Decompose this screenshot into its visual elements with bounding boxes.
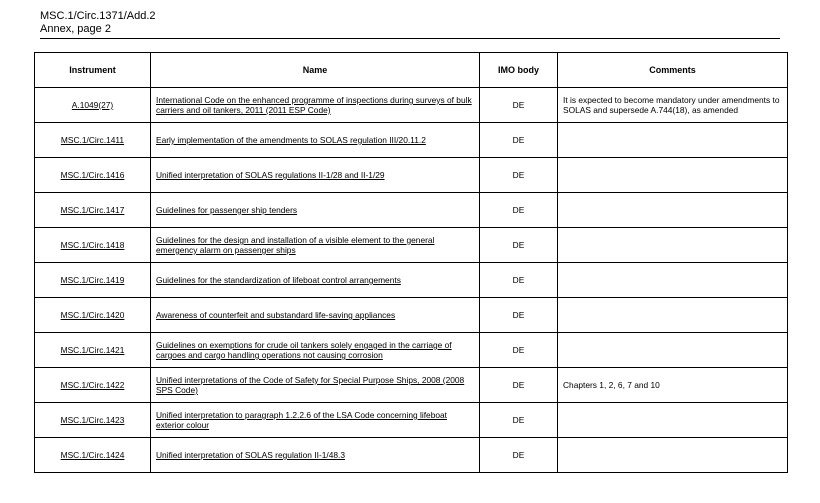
instrument-link[interactable]: A.1049(27)	[71, 100, 114, 110]
name-link[interactable]: Guidelines for the standardization of lifeboat control arrangements	[156, 275, 401, 285]
instruments-table	[34, 52, 788, 473]
name-link[interactable]: Guidelines for the design and installation of a visible element to the general emergency alarm on passenger ships	[156, 235, 435, 255]
table-row	[35, 368, 788, 403]
table-row	[35, 263, 788, 298]
comments-cell: Chapters 1, 2, 6, 7 and 10	[558, 368, 788, 403]
comments-cell	[558, 193, 788, 228]
instrument-link[interactable]: MSC.1/Circ.1417	[60, 205, 125, 215]
comments-cell	[558, 228, 788, 263]
table-header-row	[35, 53, 788, 88]
column-header-instrument: Instrument	[35, 53, 151, 88]
imo-body-cell: DE	[480, 403, 558, 438]
imo-body-cell: DE	[480, 158, 558, 193]
comments-cell	[558, 438, 788, 473]
instrument-link[interactable]: MSC.1/Circ.1422	[60, 380, 125, 390]
imo-body-cell: DE	[480, 123, 558, 158]
instrument-link[interactable]: MSC.1/Circ.1424	[60, 450, 125, 460]
instrument-link[interactable]: MSC.1/Circ.1418	[60, 240, 125, 250]
table-row	[35, 88, 788, 123]
name-link[interactable]: Early implementation of the amendments to SOLAS regulation III/20.11.2	[156, 135, 426, 145]
imo-body-cell: DE	[480, 333, 558, 368]
table-row	[35, 438, 788, 473]
column-header-imo-body: IMO body	[480, 53, 558, 88]
table-row	[35, 333, 788, 368]
name-link[interactable]: Unified interpretation of SOLAS regulation II-1/48.3	[156, 450, 346, 460]
imo-body-cell: DE	[480, 228, 558, 263]
document-header	[40, 10, 780, 39]
comments-cell	[558, 123, 788, 158]
name-link[interactable]: Guidelines for passenger ship tenders	[156, 205, 298, 215]
comments-cell	[558, 333, 788, 368]
table-row	[35, 158, 788, 193]
imo-body-cell: DE	[480, 368, 558, 403]
column-header-comments: Comments	[558, 53, 788, 88]
comments-cell	[558, 158, 788, 193]
imo-body-cell: DE	[480, 263, 558, 298]
name-link[interactable]: Unified interpretation of SOLAS regulations II-1/28 and II-1/29	[156, 170, 385, 180]
name-link[interactable]: Unified interpretations of the Code of Safety for Special Purpose Ships, 2008 (2008 SPS Code)	[156, 375, 465, 395]
table-row	[35, 123, 788, 158]
instrument-link[interactable]: MSC.1/Circ.1411	[60, 135, 125, 145]
imo-body-cell: DE	[480, 298, 558, 333]
instrument-link[interactable]: MSC.1/Circ.1419	[60, 275, 125, 285]
name-link[interactable]: Unified interpretation to paragraph 1.2.2.6 of the LSA Code concerning lifeboat exterior colour	[156, 410, 447, 430]
comments-cell: It is expected to become mandatory under amendments to SOLAS and supersede A.744(18), as amended	[558, 88, 788, 123]
imo-body-cell: DE	[480, 438, 558, 473]
table-row	[35, 403, 788, 438]
imo-body-cell: DE	[480, 88, 558, 123]
comments-cell	[558, 298, 788, 333]
instrument-link[interactable]: MSC.1/Circ.1421	[60, 345, 125, 355]
name-link[interactable]: Awareness of counterfeit and substandard life-saving appliances	[156, 310, 396, 320]
name-link[interactable]: International Code on the enhanced programme of inspections during surveys of bulk carriers and oil tankers, 2011 (2011 ESP Code)	[156, 95, 472, 115]
table-row	[35, 228, 788, 263]
column-header-name: Name	[151, 53, 480, 88]
comments-cell	[558, 263, 788, 298]
instrument-link[interactable]: MSC.1/Circ.1420	[60, 310, 125, 320]
instrument-link[interactable]: MSC.1/Circ.1423	[60, 415, 125, 425]
imo-body-cell: DE	[480, 193, 558, 228]
comments-cell	[558, 403, 788, 438]
name-link[interactable]: Guidelines on exemptions for crude oil tankers solely engaged in the carriage of cargoes and cargo handling operations not causing corrosion	[156, 340, 452, 360]
table-row	[35, 193, 788, 228]
document-reference: MSC.1/Circ.1371/Add.2	[40, 10, 156, 22]
page-reference: Annex, page 2	[40, 23, 111, 35]
instrument-link[interactable]: MSC.1/Circ.1416	[60, 170, 125, 180]
table-row	[35, 298, 788, 333]
